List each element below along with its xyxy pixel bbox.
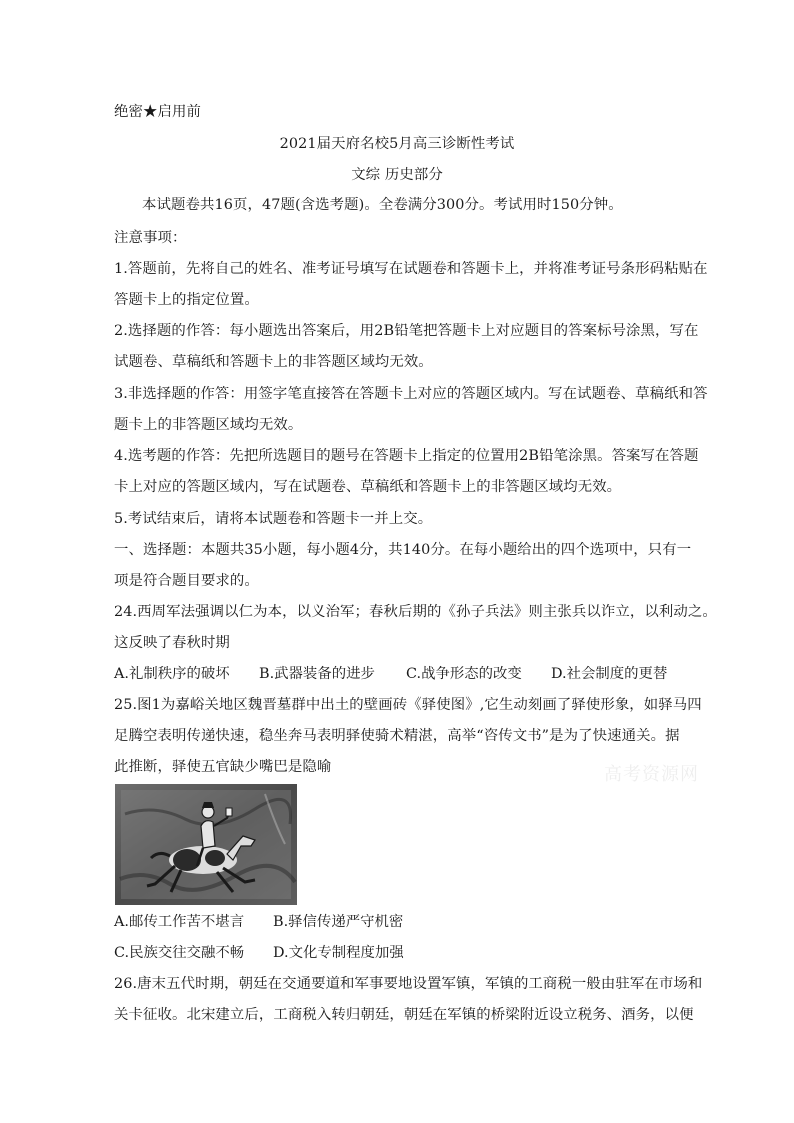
q25-option-c: C.民族交往交融不畅	[114, 945, 245, 961]
notice-heading: 注意事项：	[114, 230, 187, 246]
mural-brick-image	[115, 784, 297, 905]
q25-option-b: B.驿信传递严守机密	[273, 914, 404, 930]
notice-item-5: 5.考试结束后，请将本试题卷和答题卡一并上交。	[114, 511, 433, 527]
q24-stem-line-1: 24.西周军法强调以仁为本，以义治军；春秋后期的《孙子兵法》则主张兵以诈立，以利动之。	[114, 604, 717, 620]
q25-stem-line-1: 25.图1为嘉峪关地区魏晋墓群中出土的壁画砖《驿使图》,它生动刻画了驿使形象，如驿马四	[114, 697, 702, 713]
q24-option-d: D.社会制度的更替	[551, 666, 668, 682]
notice-item-1-line-1: 1.答题前，先将自己的姓名、准考证号填写在试题卷和答题卡上，并将准考证号条形码粘贴在	[114, 261, 708, 277]
section-instructions-line-2: 项是符合题目要求的。	[114, 573, 259, 589]
notice-item-4-line-1: 4.选考题的作答：先把所选题目的题号在答题卡上指定的位置用2B铅笔涂黑。答案写在答题	[114, 448, 699, 464]
exam-subtitle: 文综 历史部分	[351, 167, 443, 183]
notice-item-3-line-1: 3.非选择题的作答：用签字笔直接答在答题卡上对应的答题区域内。写在试题卷、草稿纸和答	[114, 386, 708, 402]
q25-option-d: D.文化专制程度加强	[273, 945, 404, 961]
q25-stem-line-3: 此推断，驿使五官缺少嘴巴是隐喻	[114, 759, 332, 775]
exam-title: 2021届天府名校5月高三诊断性考试	[279, 136, 515, 152]
exam-intro: 本试题卷共16页，47题(含选考题)。全卷满分300分。考试用时150分钟。	[142, 197, 623, 213]
q24-option-c: C.战争形态的改变	[406, 666, 522, 682]
notice-item-2-line-2: 试题卷、草稿纸和答题卡上的非答题区域均无效。	[114, 354, 433, 370]
q24-option-b: B.武器装备的进步	[259, 666, 375, 682]
q25-option-a: A.邮传工作苦不堪言	[114, 914, 245, 930]
notice-item-2-line-1: 2.选择题的作答：每小题选出答案后，用2B铅笔把答题卡上对应题目的答案标号涂黑，写在	[114, 323, 699, 339]
confidential-label: 绝密★启用前	[114, 104, 201, 120]
q25-stem-line-2: 足腾空表明传递快速，稳坐奔马表明驿使骑术精湛，高举“咨传文书”是为了快速通关。据	[114, 728, 680, 744]
q24-option-a: A.礼制秩序的破坏	[114, 666, 230, 682]
watermark-text: 高考资源网	[604, 764, 699, 785]
notice-item-4-line-2: 卡上对应的答题区域内，写在试题卷、草稿纸和答题卡上的非答题区域均无效。	[114, 479, 622, 495]
q24-stem-line-2: 这反映了春秋时期	[114, 635, 230, 651]
q26-stem-line-1: 26.唐末五代时期，朝廷在交通要道和军事要地设置军镇，军镇的工商税一般由驻军在市场和	[114, 976, 703, 992]
notice-item-1-line-2: 答题卡上的指定位置。	[114, 292, 259, 308]
q26-stem-line-2: 关卡征收。北宋建立后，工商税入转归朝廷，朝廷在军镇的桥梁附近设立税务、酒务，以便	[114, 1007, 694, 1023]
notice-item-3-line-2: 题卡上的非答题区域均无效。	[114, 417, 303, 433]
section-instructions-line-1: 一、选择题：本题共35小题，每小题4分，共140分。在每小题给出的四个选项中，只有一	[114, 542, 692, 558]
